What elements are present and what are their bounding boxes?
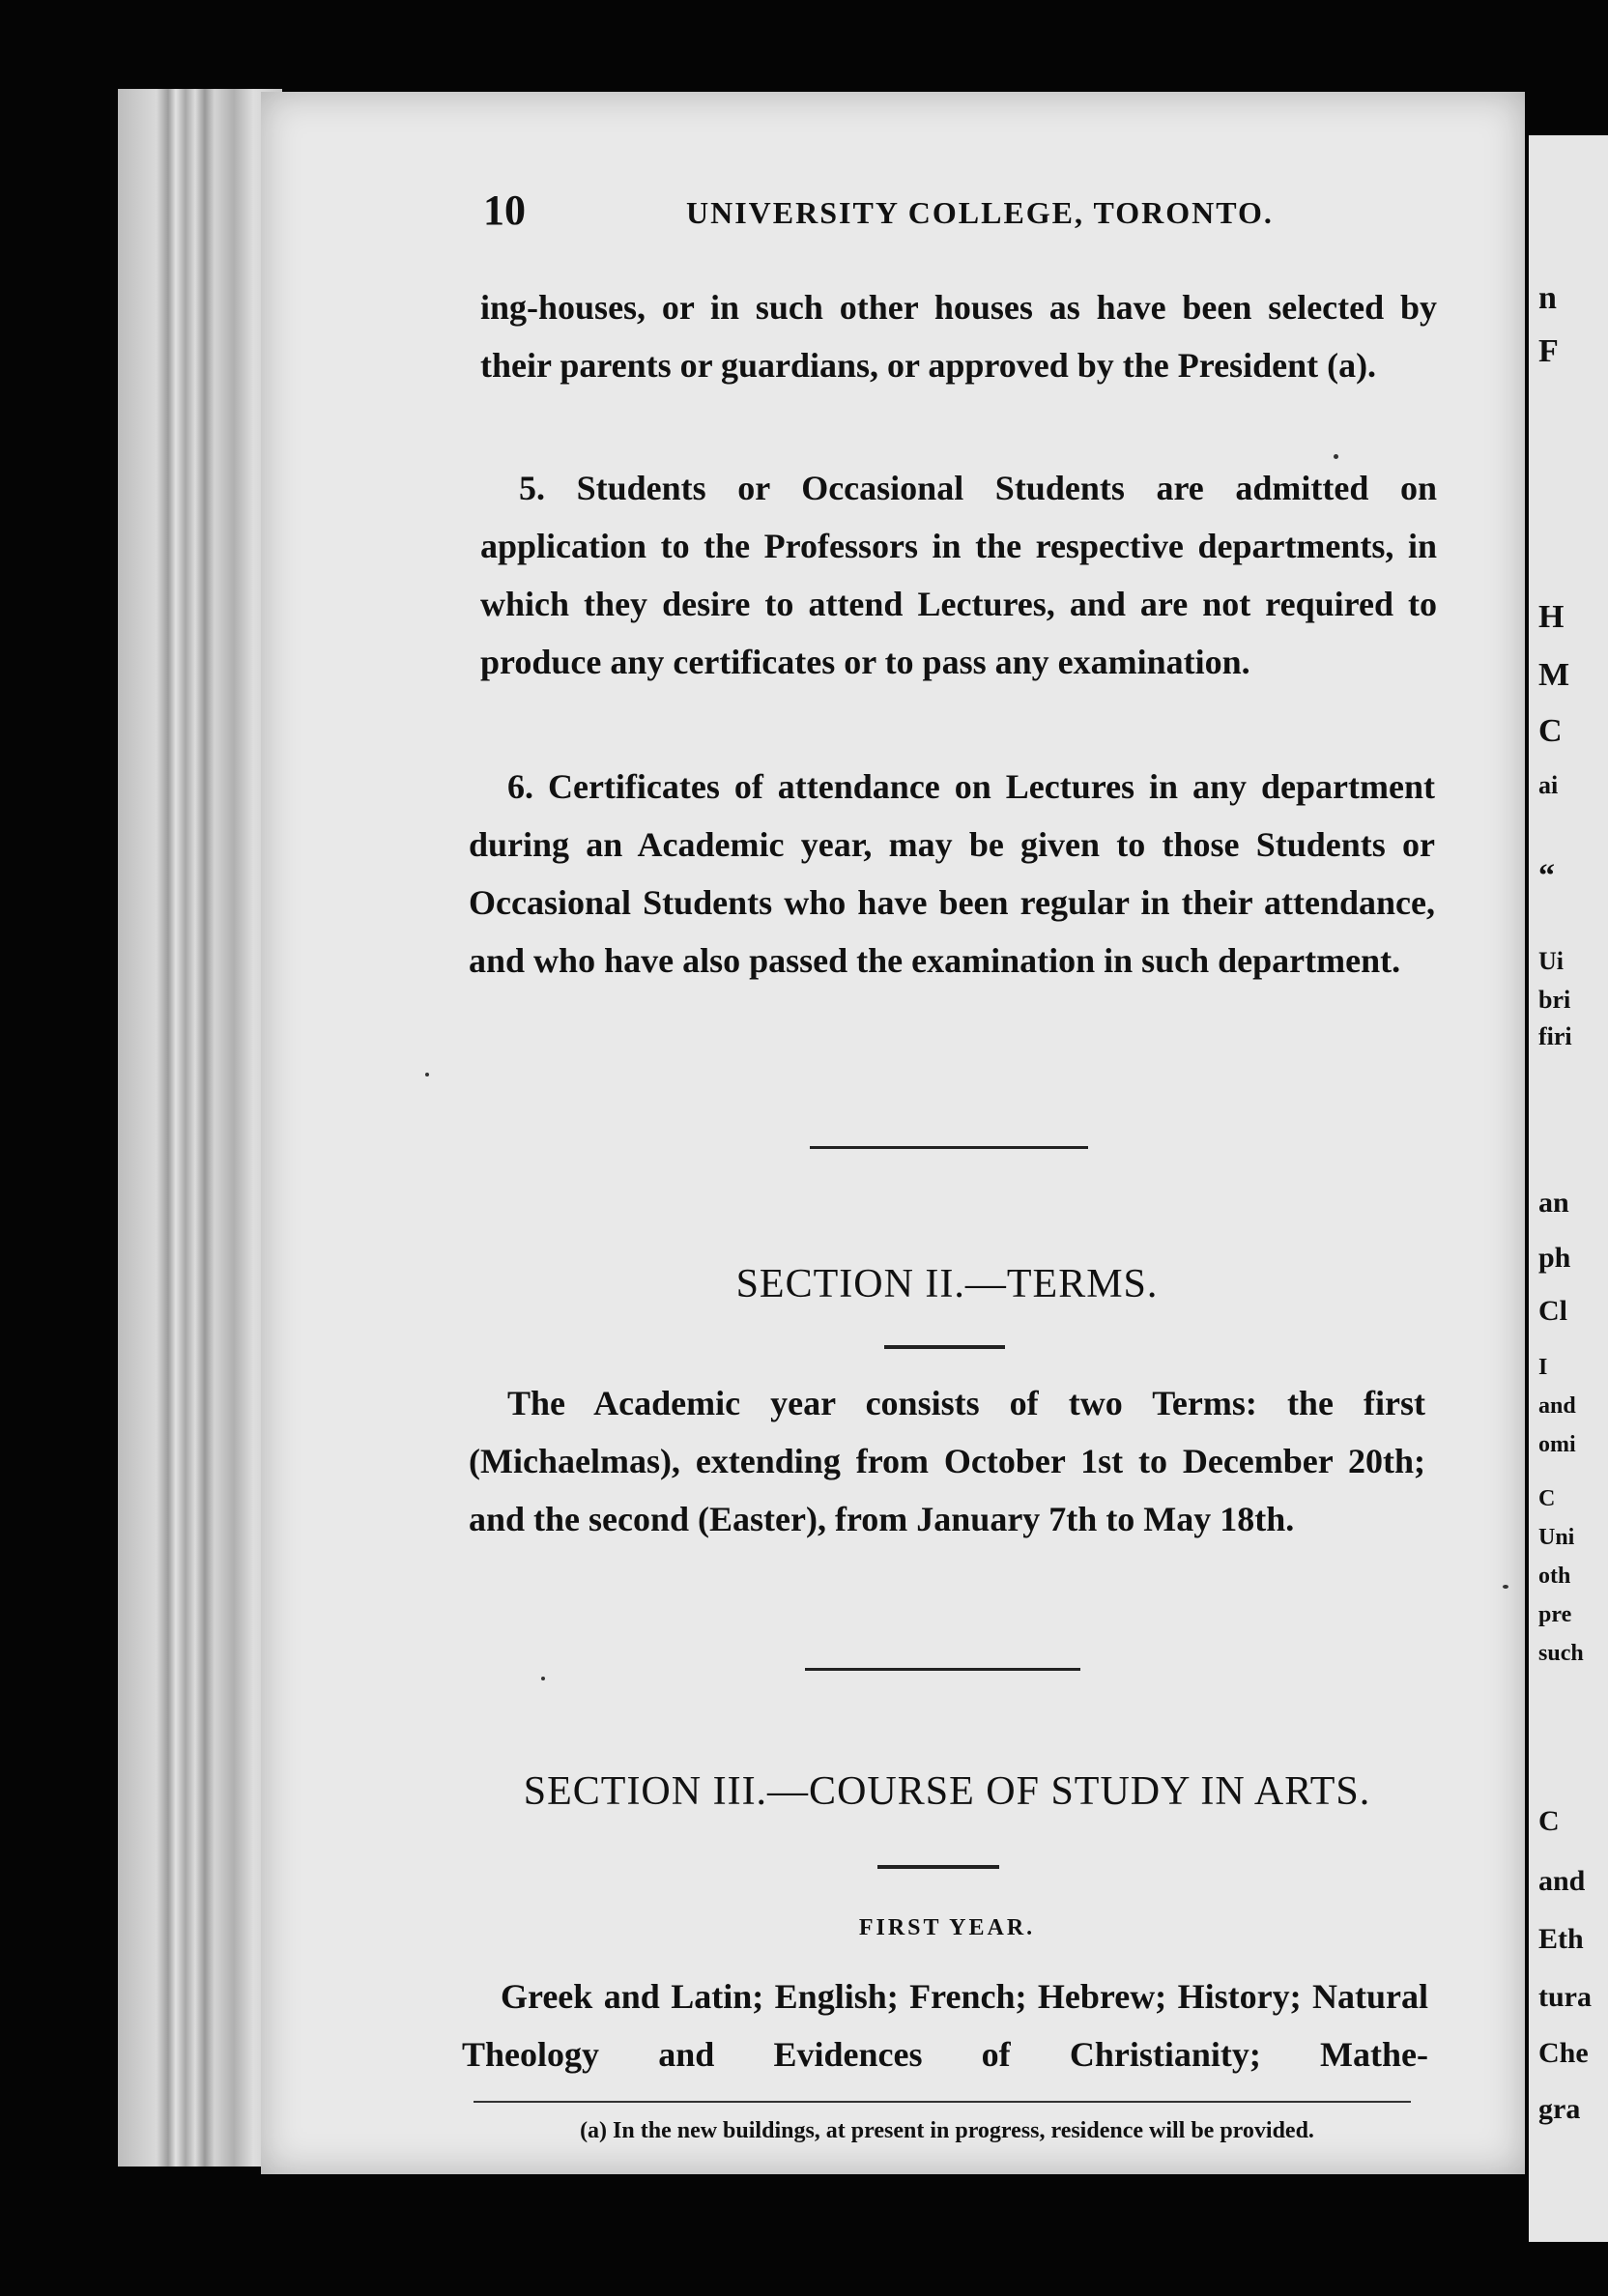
footnote-rule	[474, 2101, 1411, 2103]
facing-page-fragment: C	[1538, 713, 1563, 749]
paragraph-text: The Academic year consists of two Terms: the first (Michaelmas), extending from October 1st to December 20th; and the second (Easter), from January 7th to May 18th.	[469, 1384, 1425, 1538]
facing-page-fragment: F	[1538, 333, 1559, 369]
facing-page-fragment: Cl	[1538, 1295, 1567, 1327]
facing-page-fragment: Eth	[1538, 1923, 1584, 1955]
facing-page-fragment: ai	[1538, 771, 1559, 799]
facing-page-fragment: omi	[1538, 1432, 1576, 1457]
scan-speck	[1334, 454, 1338, 459]
section-divider	[805, 1668, 1080, 1671]
facing-page-fragment: H	[1538, 599, 1565, 635]
facing-page-fragment: Ui	[1538, 947, 1564, 975]
scan-speck	[541, 1677, 545, 1680]
paragraph-text: 5. Students or Occasional Students are admitted on application to the Professors in the respective departments, in which they desire to attend Lectures, and are not required to produce any certificates or to pass any examination.	[480, 469, 1437, 681]
running-head	[483, 186, 1440, 244]
paragraph-text: Greek and Latin; English; French; Hebrew; History; Natural Theology and Evidences of Christianity; Mathe-	[462, 1977, 1428, 2074]
facing-page-fragment: firi	[1538, 1022, 1572, 1050]
facing-page-fragment: I	[1538, 1355, 1548, 1380]
section-2-body	[469, 1374, 1425, 1548]
heading-underline	[877, 1865, 999, 1869]
facing-page-fragment: “	[1538, 858, 1555, 894]
paragraph-text: 6. Certificates of attendance on Lectures in any department during an Academic year, may be given to those Students or Occasional Students who have been regular in their attendance, and who have also passed the examination in such department.	[469, 767, 1435, 980]
facing-page-fragment: tura	[1538, 1981, 1592, 2013]
page-number: 10	[483, 187, 526, 234]
scan-speck	[425, 1073, 429, 1076]
facing-page-fragment: and	[1538, 1393, 1576, 1419]
facing-page-fragment: bri	[1538, 986, 1571, 1014]
continuation-paragraph	[480, 278, 1437, 394]
main-page	[261, 92, 1525, 2174]
facing-page-fragment: oth	[1538, 1564, 1571, 1589]
item-5-paragraph	[480, 459, 1437, 691]
facing-page-fragment: and	[1538, 1865, 1586, 1897]
heading-underline	[884, 1345, 1005, 1349]
facing-page-fragment: an	[1538, 1187, 1569, 1219]
running-title: UNIVERSITY COLLEGE, TORONTO.	[686, 195, 1274, 230]
facing-page-fragment: Uni	[1538, 1525, 1575, 1550]
facing-page-fragment: Che	[1538, 2037, 1589, 2069]
facing-page-fragment: ph	[1538, 1242, 1571, 1274]
facing-page-fragment: pre	[1538, 1602, 1572, 1627]
paragraph-text: ing-houses, or in such other houses as have been selected by their parents or guardians, or approved by the President (a).	[480, 288, 1437, 385]
item-6-paragraph	[469, 758, 1435, 990]
footnote: (a) In the new buildings, at present in progress, residence will be provided.	[580, 2118, 1314, 2143]
facing-page-strip	[1529, 135, 1608, 2242]
facing-page-fragment: gra	[1538, 2093, 1581, 2125]
facing-page-fragment: C	[1538, 1805, 1560, 1837]
first-year-subheading: FIRST YEAR.	[858, 1915, 1036, 1940]
stacked-page-edges	[118, 89, 282, 2167]
facing-page-fragment: such	[1538, 1641, 1584, 1666]
section-divider	[810, 1146, 1088, 1149]
section-3-heading: SECTION III.—COURSE OF STUDY IN ARTS.	[523, 1769, 1371, 1814]
facing-page-fragment: C	[1538, 1486, 1556, 1511]
facing-page-fragment: M	[1538, 657, 1570, 693]
scan-speck	[1503, 1585, 1508, 1589]
section-2-heading: SECTION II.—TERMS.	[735, 1262, 1159, 1306]
section-3-body	[462, 1967, 1428, 2083]
facing-page-fragment: n	[1538, 280, 1557, 316]
